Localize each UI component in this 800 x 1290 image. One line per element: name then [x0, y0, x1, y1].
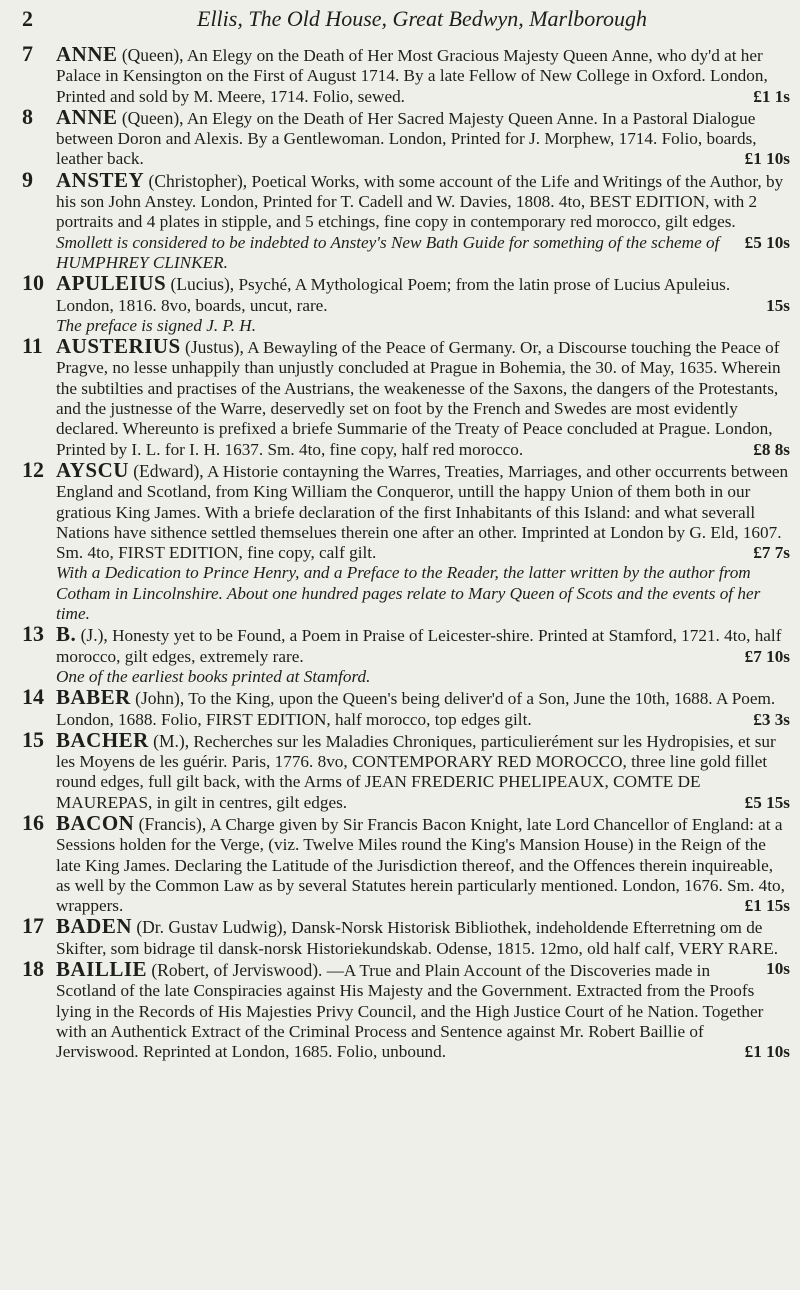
entry-author-surname: AYSCU — [56, 457, 129, 482]
catalogue-entry — [22, 726, 790, 813]
entry-author-given: (Robert, of Jerviswood). — [151, 960, 323, 981]
catalogue-entry — [22, 333, 790, 460]
entry-author-given: (M.), — [153, 730, 190, 751]
entry-number: 13 — [22, 621, 44, 647]
entry-number: 15 — [22, 726, 44, 752]
entry-note: The preface is signed J. P. H. — [56, 315, 257, 335]
entry-author-given: (Justus), — [185, 337, 244, 358]
entry-price: £8 8s — [753, 439, 790, 459]
entry-author-surname: AUSTERIUS — [56, 334, 181, 359]
entry-author-given: (John), — [135, 688, 185, 709]
entry-number: 7 — [22, 41, 33, 66]
entry-number: 10 — [22, 270, 44, 296]
entry-number: 17 — [22, 913, 44, 939]
page-number: 2 — [22, 6, 33, 31]
entry-author-given: (Christopher), — [148, 170, 248, 191]
catalogue-entry — [22, 456, 790, 563]
entry-author-surname: ANNE — [56, 42, 118, 66]
entry-description: A Charge given by Sir Francis Bacon Knight, late Lord Chancellor of England: at a Sessions holden for the Verge, (viz. Twelve Miles round the King's Mansion House) in the Reign of the late King James. Declaring the Latitude of the Jurisdiction thereof, and the Offences therein inquireable, as well by the Common Law as by several Statutes herein particularly mentioned. London, 1676. Sm. 4to, wrappers. — [56, 814, 785, 916]
entry-price: £5 10s — [744, 232, 790, 252]
entry-note: With a Dedication to Prince Henry, and a Preface to the Reader, the latter written by the author from Cotham in Lincolnshire. About one hundred pages relate to Mary Queen of Scots and the events of her time. — [56, 563, 761, 624]
running-head: Ellis, The Old House, Great Bedwyn, Marlborough — [197, 6, 647, 31]
entry-author-surname: APULEIUS — [56, 271, 167, 296]
entry-number: 8 — [22, 103, 33, 129]
catalogue-entries — [22, 41, 790, 1063]
entry-description: A Historie contayning the Warres, Treaties, Marriages, and other occurrents between England and Scotland, from King William the Conqueror, untill the happy Union of them both in our gratious King James. With a briefe declaration of the first Inhabitants of this Island: and what severall Nations have sithence settled themselues therein one after an other. Imprinted at London by G. Eld, 1607. Sm. 4to, FIRST EDITION, fine copy, calf gilt. — [56, 461, 789, 563]
entry-author-surname: BAILLIE — [56, 957, 148, 982]
entry-description: Psyché, A Mythological Poem; from the latin prose of Lucius Apuleius. London, 1816. 8vo, boards, uncut, rare. — [56, 275, 731, 315]
entry-price: 10s — [766, 959, 790, 979]
entry-author-given: (J.), — [80, 625, 108, 646]
entry-number: 16 — [22, 809, 44, 835]
entry-description: A Bewayling of the Peace of Germany. Or, a Discourse touching the Peace of Pragve, no lesse unhappily than unjustly concluded at Prague in Bohemia, the 30. of May, 1635. Wherein the subtilties and practises of the Austrians, the weakenesse of the Saxons, the dangers of the Protestants, and the justnesse of the Warre, deservedly set on foot by the French and Swedes are most evidently declared. Whereunto is prefixed a briefe Summarie of the Treaty of Peace concluded at Prague. London, Printed by I. L. for I. H. 1637. Sm. 4to, fine copy, half red morocco. — [56, 338, 781, 459]
catalogue-entry — [22, 809, 790, 916]
entry-price: £1 10s — [744, 1042, 790, 1062]
entry-price: £7 10s — [744, 646, 790, 666]
entry-author-surname: BADEN — [56, 914, 133, 939]
entry-author-given: (Francis), — [138, 813, 207, 834]
entry-description: To the King, upon the Queen's being deliver'd of a Son, June the 10th, 1688. A Poem. London, 1688. Folio, FIRST EDITION, half morocco, top edges gilt. — [56, 689, 776, 729]
entry-price: £1 15s — [744, 896, 790, 916]
page-header — [22, 6, 782, 34]
entry-author-surname: ANNE — [56, 104, 118, 129]
entry-price: £1 10s — [744, 149, 790, 169]
entry-price: 15s — [766, 295, 790, 315]
entry-description: —A True and Plain Account of the Discoveries made in Scotland of the late Conspiracies against His Majesty and the Government. Extracted from the Proofs lying in the Records of His Majesties Privy Council, and the High Justice Court of he Nation. Together with an Authentick Extract of the Criminal Process and Sentence against Mr. Robert Baillie of Jerviswood. Reprinted at London, 1685. Folio, unbound. — [56, 961, 764, 1062]
entry-author-surname: B. — [56, 622, 77, 647]
entry-description: Poetical Works, with some account of the Life and Writings of the Author, by his son John Anstey. London, Printed for T. Cadell and W. Davies, 1808. 4to, BEST EDITION, with 2 portraits and 4 plates in stipple, and 5 etchings, fine copy in contemporary red morocco, gilt edges. — [56, 171, 784, 232]
entry-price: £3 3s — [753, 709, 790, 729]
catalogue-entry — [22, 270, 790, 316]
catalogue-entry — [22, 956, 790, 1062]
entry-price: £1 1s — [753, 86, 790, 106]
entry-description: Recherches sur les Maladies Chroniques, particulierément sur les Hydropisies, et sur les Moyens de les guérir. Paris, 1776. 8vo, CONTEMPORARY RED MOROCCO, three line gold fillet round edges, full gilt back, with the Arms of JEAN FREDERIC PHELIPEAUX, COMTE DE MAUREPAS, in gilt in centres, gilt edges. — [56, 731, 776, 812]
catalogue-entry — [22, 621, 790, 667]
entry-note: Smollett is considered to be indebted to Anstey's New Bath Guide for something of the scheme of HUMPHREY CLINKER. — [56, 232, 720, 272]
entry-author-given: (Dr. Gustav Ludwig), — [136, 917, 287, 938]
entry-number: 14 — [22, 684, 44, 710]
catalogue-entry — [22, 684, 790, 730]
entry-author-given: (Queen), — [121, 107, 184, 128]
entry-note: One of the earliest books printed at Stamford. — [56, 666, 371, 686]
entry-number: 9 — [22, 166, 33, 192]
entry-number: 11 — [22, 333, 43, 359]
entry-number: 12 — [22, 456, 44, 482]
entry-author-given: (Edward), — [133, 460, 204, 481]
entry-description: Dansk-Norsk Historisk Bibliothek, indeholdende Efterretning om de Skifter, som bidrage til dansk-norsk Historiekundskab. Odense, 1815. 12mo, old half calf, VERY RARE. — [56, 918, 779, 958]
entry-author-surname: BACHER — [56, 727, 149, 752]
entry-author-surname: BABER — [56, 685, 131, 710]
entry-price: £7 7s — [753, 543, 790, 563]
entry-number: 18 — [22, 956, 44, 982]
catalogue-entry — [22, 41, 790, 107]
entry-description: Honesty yet to be Found, a Poem in Praise of Leicester-shire. Printed at Stamford, 1721. 4to, half morocco, gilt edges, extremely rare. — [56, 626, 782, 666]
entry-author-surname: BACON — [56, 810, 135, 835]
entry-author-given: (Queen), — [121, 45, 184, 65]
catalogue-entry — [22, 103, 790, 170]
entry-description: An Elegy on the Death of Her Sacred Majesty Queen Anne. In a Pastoral Dialogue between Doron and Alexis. By a Gentlewoman. London, Printed for J. Morphew, 1714. Folio, boards, leather back. — [56, 108, 757, 169]
entry-price: £5 15s — [744, 792, 790, 812]
entry-description: An Elegy on the Death of Her Most Gracious Majesty Queen Anne, who dy'd at her Palace in Kensington on the First of August 1714. By a late Fellow of New College in Oxford. London, Printed and sold by M. Meere, 1714. Folio, sewed. — [56, 46, 768, 106]
entry-author-surname: ANSTEY — [56, 167, 145, 192]
entry-author-given: (Lucius), — [170, 274, 235, 295]
